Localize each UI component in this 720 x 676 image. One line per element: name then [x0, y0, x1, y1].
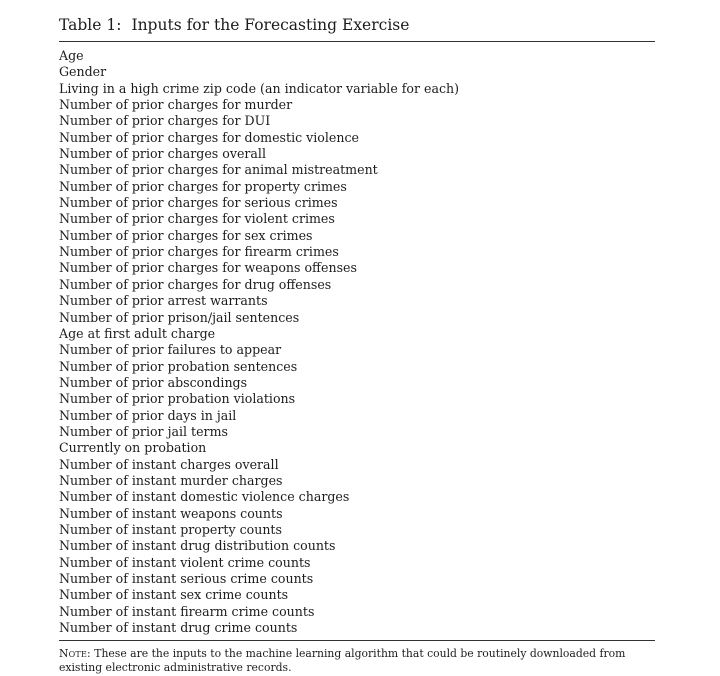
table-row: Number of prior charges for domestic violence — [59, 129, 359, 145]
table-note — [59, 647, 655, 675]
table-row: Number of prior charges for weapons offenses — [59, 260, 357, 276]
table-row: Age at first adult charge — [59, 325, 216, 341]
table-note-text: These are the inputs to the machine learning algorithm that could be routinely downloaded from existing electronic administrative records. — [59, 647, 626, 675]
table-row: Age — [59, 48, 84, 63]
table-row: Living in a high crime zip code (an indicator variable for each) — [59, 80, 460, 96]
table-row: Number of instant firearm crime counts — [59, 603, 315, 619]
table-row: Number of prior charges for violent crimes — [59, 211, 335, 227]
table-caption-label: Table 1: — [59, 16, 122, 34]
table-row: Number of prior charges for murder — [59, 97, 293, 113]
table-row: Number of instant drug distribution counts — [59, 538, 336, 554]
table-row: Number of prior charges for property crimes — [59, 178, 347, 194]
table-row: Number of prior failures to appear — [59, 342, 282, 358]
table-row: Number of instant drug crime counts — [59, 620, 298, 636]
table-row: Number of instant property counts — [59, 521, 282, 537]
table-row: Number of prior jail terms — [59, 423, 228, 439]
table-row: Number of prior days in jail — [59, 407, 237, 423]
table-caption-title: Inputs for the Forecasting Exercise — [131, 16, 410, 34]
table-row: Number of prior probation violations — [59, 391, 296, 407]
table-row: Number of prior charges for animal mistreatment — [59, 162, 378, 178]
table-row: Number of prior charges for sex crimes — [59, 227, 313, 243]
table-rows — [59, 42, 655, 641]
table-row: Number of prior charges for drug offenses — [59, 276, 332, 292]
table-row: Currently on probation — [59, 440, 207, 456]
table-row: Number of prior charges for DUI — [59, 113, 271, 129]
table-row: Number of prior charges for firearm crimes — [59, 244, 339, 260]
table-row: Number of prior arrest warrants — [59, 293, 268, 309]
table-row: Number of prior charges for serious crimes — [59, 195, 338, 211]
table-container — [59, 14, 655, 675]
table-row: Number of instant sex crime counts — [59, 587, 289, 603]
table-row: Number of prior charges overall — [59, 146, 266, 162]
table-row: Number of instant serious crime counts — [59, 571, 314, 586]
table-row: Number of instant murder charges — [59, 472, 283, 488]
table-row: Number of instant domestic violence charges — [59, 489, 350, 505]
table-row: Number of instant weapons counts — [59, 505, 283, 521]
table-note-label: Note: — [59, 647, 91, 661]
table-row: Number of prior probation sentences — [59, 358, 298, 374]
table-row: Number of instant charges overall — [59, 456, 279, 472]
table-row: Gender — [59, 64, 107, 80]
table-row: Number of prior prison/jail sentences — [59, 309, 300, 325]
table-caption — [59, 14, 655, 42]
table-row: Number of instant violent crime counts — [59, 554, 311, 570]
table-row: Number of prior abscondings — [59, 374, 248, 390]
